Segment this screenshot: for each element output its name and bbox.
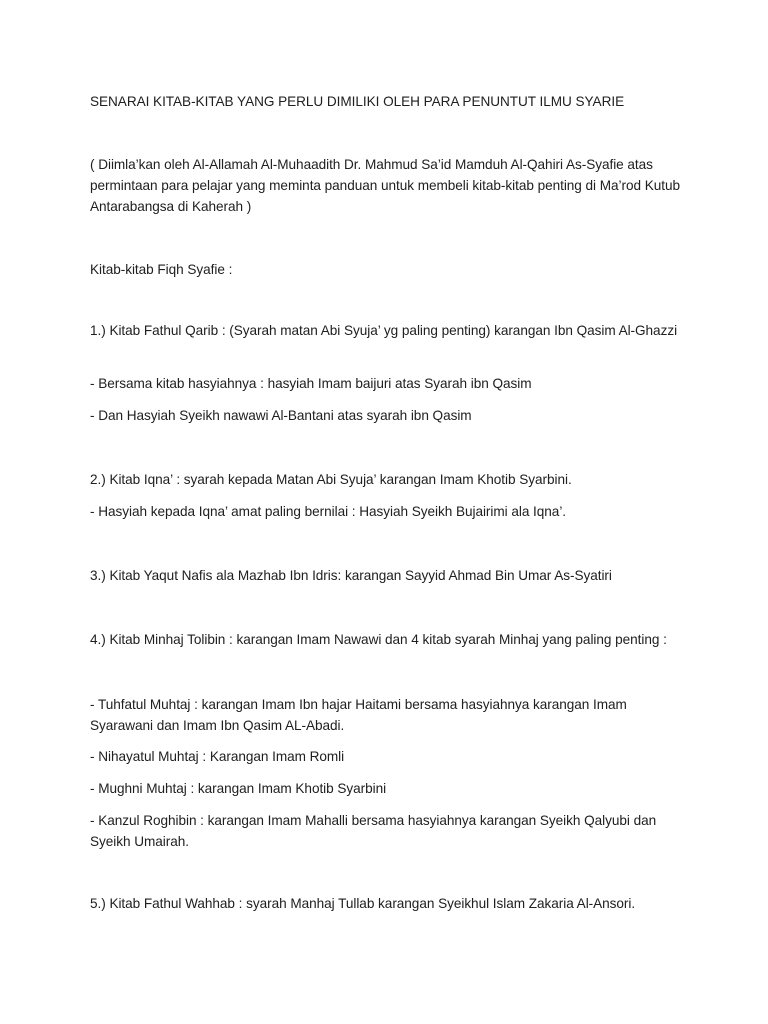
list-item-5: 5.) Kitab Fathul Wahhab : syarah Manhaj Tullab karangan Syeikhul Islam Zakaria Al-Ansori. <box>90 896 636 911</box>
list-item-1-sub-1: - Bersama kitab hasyiahnya : hasyiah Imam baijuri atas Syarah ibn Qasim <box>90 376 532 391</box>
list-item-2-sub-1: - Hasyiah kepada Iqna’ amat paling bernilai : Hasyiah Syeikh Bujairimi ala Iqna’. <box>90 504 567 519</box>
list-item-4: 4.) Kitab Minhaj Tolibin : karangan Imam Nawawi dan 4 kitab syarah Minhaj yang paling penting : <box>90 632 667 647</box>
list-item-4-sub-1: - Tuhfatul Muhtaj : karangan Imam Ibn hajar Haitami bersama hasyiahnya karangan Imam Syarawani dan Imam Ibn Qasim AL-Abadi. <box>90 697 627 733</box>
list-item-4-sub-3: - Mughni Muhtaj : karangan Imam Khotib Syarbini <box>90 781 387 796</box>
list-item-4-sub-2: - Nihayatul Muhtaj : Karangan Imam Romli <box>90 749 345 764</box>
document-page <box>90 0 690 1024</box>
intro-paragraph: ( Diimla’kan oleh Al-Allamah Al-Muhaadith Dr. Mahmud Sa’id Mamduh Al-Qahiri As-Syafie atas permintaan para pelajar yang meminta panduan untuk membeli kitab-kitab penting di Ma’rod Kutub Antarabangsa di Kaherah ) <box>90 157 681 214</box>
list-item-1: 1.) Kitab Fathul Qarib : (Syarah matan Abi Syuja’ yg paling penting) karangan Ibn Qasim Al-Ghazzi <box>90 323 678 338</box>
list-item-3: 3.) Kitab Yaqut Nafis ala Mazhab Ibn Idris: karangan Sayyid Ahmad Bin Umar As-Syatiri <box>90 568 612 583</box>
list-item-4-sub-4: - Kanzul Roghibin : karangan Imam Mahalli bersama hasyiahnya karangan Syeikh Qalyubi dan Syeikh Umairah. <box>90 813 657 849</box>
list-item-2: 2.) Kitab Iqna’ : syarah kepada Matan Abi Syuja’ karangan Imam Khotib Syarbini. <box>90 472 572 487</box>
section-heading: Kitab-kitab Fiqh Syafie : <box>90 262 233 277</box>
list-item-1-sub-2: - Dan Hasyiah Syeikh nawawi Al-Bantani atas syarah ibn Qasim <box>90 408 472 423</box>
document-title: SENARAI KITAB-KITAB YANG PERLU DIMILIKI OLEH PARA PENUNTUT ILMU SYARIE <box>90 94 625 109</box>
